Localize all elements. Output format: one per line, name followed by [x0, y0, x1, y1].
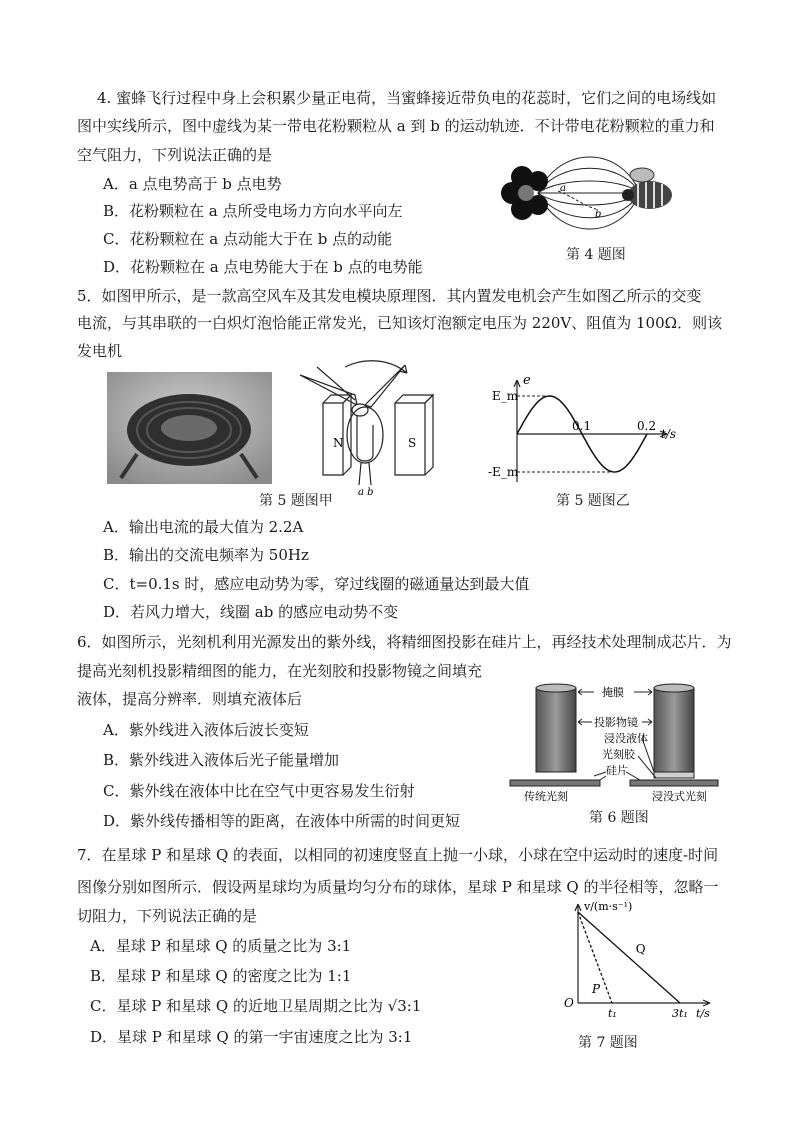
q5-option-b: B．输出的交流电频率为 50Hz: [103, 546, 309, 564]
label-lens: 投影物镜: [594, 716, 638, 729]
q5-sine-chart: [488, 372, 682, 492]
label-wafer: 硅片: [606, 764, 628, 777]
q4-label-b: b: [595, 209, 602, 220]
magnet-s-label: S: [408, 436, 417, 450]
q4-figure: [500, 155, 680, 230]
q6-option-b: B．紫外线进入液体后光子能量增加: [103, 751, 340, 769]
coil-ab-label: a b: [358, 487, 374, 498]
q6-caption: 第 6 题图: [589, 810, 649, 826]
vt-xlabel: t/s: [696, 1007, 710, 1020]
q5-stem-line-3: 发电机: [77, 342, 123, 360]
q5-option-d: D．若风力增大，线圈 ab 的感应电动势不变: [103, 603, 399, 621]
q7-caption: 第 7 题图: [578, 1035, 638, 1051]
sine-tick-0-1: 0.1: [572, 419, 592, 433]
q4-option-c: C．花粉颗粒在 a 点动能大于在 b 点的动能: [103, 230, 393, 248]
generator-diagram: [295, 355, 445, 505]
label-mask: 掩膜: [602, 686, 624, 699]
q5-option-c: C．t=0.1s 时，感应电动势为零，穿过线圈的磁通量达到最大值: [103, 575, 530, 593]
sine-xlabel: t/s: [661, 427, 677, 441]
q5-fig-a-caption: 第 5 题图甲: [259, 493, 333, 509]
vt-series-p-label: P: [592, 982, 601, 996]
q6-option-c: C．紫外线在液体中比在空气中更容易发生衍射: [103, 782, 415, 800]
label-resist: 光刻胶: [602, 748, 635, 761]
label-traditional: 传统光刻: [524, 790, 568, 803]
q6-option-a: A．紫外线进入液体后波长变短: [103, 721, 309, 739]
sine-tick-0-2: 0.2: [637, 419, 657, 433]
q5-option-a: A．输出电流的最大值为 2.2A: [103, 518, 304, 536]
vt-tick-t1: t₁: [608, 1007, 617, 1020]
q6-stem-line-1: 6．如图所示，光刻机利用光源发出的紫外线，将精细图投影在硅片上，再经技术处理制成芯片．为: [77, 633, 732, 651]
q7-option-c: C．星球 P 和星球 Q 的近地卫星周期之比为 √3:1: [90, 997, 422, 1015]
q7-option-b: B．星球 P 和星球 Q 的密度之比为 1:1: [90, 967, 352, 985]
q4-label-a: a: [560, 183, 566, 194]
q5-stem-line-2: 电流，与其串联的一白炽灯泡恰能正常发光，已知该灯泡额定电压为 220V、阻值为 100Ω．则该: [77, 314, 723, 332]
vt-ylabel: v/(m·s⁻¹): [584, 900, 633, 913]
q4-option-a: A．a 点电势高于 b 点电势: [103, 175, 282, 193]
label-liquid: 浸没液体: [604, 732, 648, 745]
q7-stem-line-1: 7．在星球 P 和星球 Q 的表面，以相同的初速度竖直上抛一小球，小球在空中运动时的速度-时间: [77, 846, 719, 864]
q4-stem-line-2: 图中实线所示，图中虚线为某一带电花粉颗粒从 a 到 b 的运动轨迹．不计带电花粉颗粒的重力和: [77, 117, 715, 135]
q5-stem-line-1: 5．如图甲所示，是一款高空风车及其发电模块原理图．其内置发电机会产生如图乙所示的交变: [77, 287, 702, 305]
q6-stem-line-2: 提高光刻机投影精细图的能力，在光刻胶和投影物镜之间填充: [77, 662, 483, 680]
q5-fig-b-caption: 第 5 题图乙: [556, 493, 630, 509]
q4-option-d: D．花粉颗粒在 a 点电势能大于在 b 点的电势能: [103, 258, 423, 276]
q4-option-b: B．花粉颗粒在 a 点所受电场力方向水平向左: [103, 202, 403, 220]
q6-stem-line-3: 液体，提高分辨率．则填充液体后: [77, 690, 303, 708]
vt-series-q-label: Q: [635, 941, 646, 956]
q6-option-d: D．紫外线传播相等的距离，在液体中所需的时间更短: [103, 812, 461, 830]
q7-option-a: A．星球 P 和星球 Q 的质量之比为 3:1: [90, 937, 352, 955]
q4-stem-line-1: 4. 蜜蜂飞行过程中身上会积累少量正电荷，当蜜蜂接近带负电的花蕊时，它们之间的电场线如: [97, 89, 717, 107]
lithography-diagram: [506, 676, 720, 806]
vt-origin: O: [564, 996, 574, 1010]
q4-stem-line-3: 空气阻力，下列说法正确的是: [77, 146, 273, 164]
coil-photo: [107, 372, 272, 484]
q7-stem-line-2: 图像分别如图所示．假设两星球均为质量均匀分布的球体，星球 P 和星球 Q 的半径相等，忽略一: [77, 878, 719, 896]
label-immersion: 浸没式光刻: [652, 790, 707, 803]
vt-tick-3t1: 3t₁: [672, 1007, 688, 1020]
sine-neg-em-label: -E_m: [488, 465, 519, 479]
magnet-n-label: N: [333, 436, 344, 450]
q7-option-d: D．星球 P 和星球 Q 的第一宇宙速度之比为 3:1: [90, 1028, 413, 1046]
sine-em-label: E_m: [492, 389, 519, 403]
q7-stem-line-3: 切阻力，下列说法正确的是: [77, 907, 258, 925]
sine-ylabel: e: [523, 373, 531, 388]
bee-icon: [622, 168, 672, 209]
q4-caption: 第 4 题图: [566, 247, 626, 263]
q7-vt-chart: [560, 898, 720, 1023]
